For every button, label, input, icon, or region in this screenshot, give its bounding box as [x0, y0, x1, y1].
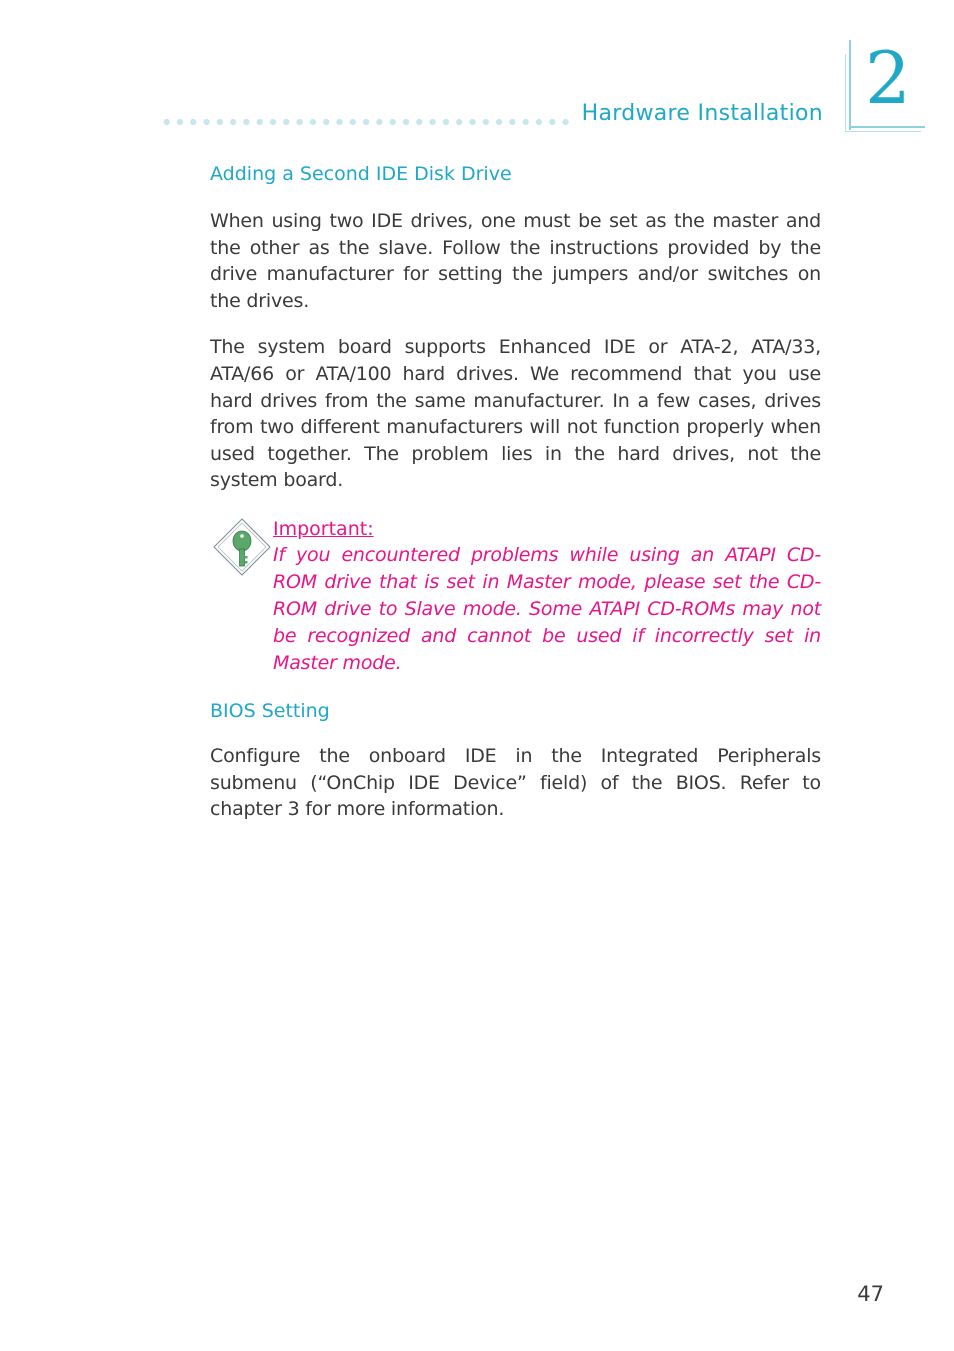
section-title: Hardware Installation [581, 101, 823, 126]
chapter-frame-line [849, 126, 925, 128]
page-content [210, 160, 821, 823]
page-number: 47 [857, 1282, 884, 1306]
important-label: Important: [273, 517, 374, 540]
chapter-number: 2 [865, 36, 911, 120]
paragraph-supported-drives: The system board supports Enhanced IDE or ATA-2, ATA/33, ATA/66 or ATA/100 hard drives. We recommend that you use hard drives from the same manufacturer. In a few cases, drives from two different manufacturers will not function properly when used together. The problem lies in the hard drives, not the system board. [210, 336, 821, 492]
paragraph-bios-config: Configure the onboard IDE in the Integrated Peripherals submenu (“OnChip IDE Device” field) of the BIOS. Refer to chapter 3 for more information. [210, 744, 821, 821]
header-dot-rule [160, 118, 572, 126]
important-note [210, 516, 821, 677]
chapter-frame-line [849, 40, 851, 130]
chapter-frame-line [845, 54, 846, 132]
key-icon [212, 518, 272, 578]
paragraph-master-slave: When using two IDE drives, one must be set as the master and the other as the slave. Follow the instructions provided by the drive manufacturer for setting the jumpers and/or switches on the drives. [210, 210, 821, 312]
chapter-marker [845, 36, 925, 132]
chapter-frame-line [845, 131, 921, 132]
heading-adding-second-ide: Adding a Second IDE Disk Drive [210, 163, 512, 185]
heading-bios-setting: BIOS Setting [210, 699, 330, 722]
important-text: If you encountered problems while using an ATAPI CD-ROM drive that is set in Master mode, please set the CD-ROM drive to Slave mode. Some ATAPI CD-ROMs may not be recognized and cannot be used if incorrectly set in Master mode. [273, 543, 821, 674]
